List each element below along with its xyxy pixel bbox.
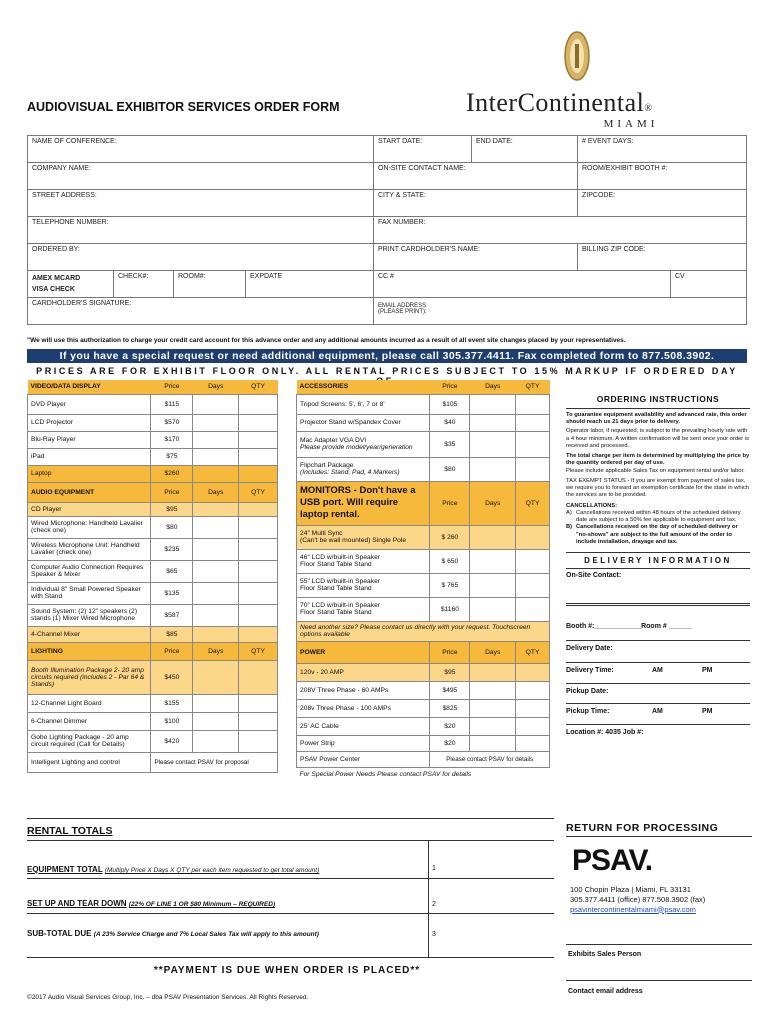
power-note: For Special Power Needs Please contact PSAV for details — [299, 770, 472, 778]
return-title: RETURN FOR PROCESSING — [566, 822, 719, 834]
lighting-section-title: LIGHTING — [28, 642, 151, 660]
cv-field[interactable]: CV — [671, 271, 747, 298]
onsite-contact-line[interactable] — [566, 603, 750, 604]
copyright: ©2017 Audio Visual Services Group, Inc. – dba PSAV Presentation Services. All Rights Reserved. — [27, 994, 309, 1001]
email-field[interactable]: EMAIL ADDRESS (PLEASE PRINT): — [374, 298, 747, 325]
table-row[interactable]: Mac Adapter VGA DVI Please provide model/year/generation $35 — [297, 431, 550, 457]
table-row[interactable]: Flipchart Package (Includes: Stand, Pad, 4 Markers) $80 — [297, 457, 550, 481]
room-booth-field[interactable]: ROOM/EXHIBIT BOOTH #: — [578, 163, 747, 190]
conference-field[interactable]: NAME OF CONFERENCE: — [28, 136, 374, 163]
telephone-field[interactable]: TELEPHONE NUMBER: — [28, 217, 374, 244]
table-row[interactable]: Power Strip $20 — [297, 735, 550, 751]
table-row[interactable]: DVD Player $115 — [28, 394, 278, 414]
booth-room-field[interactable]: Booth #:____________Room # ______ — [566, 622, 693, 630]
pickup-date-field[interactable]: Pickup Date: — [566, 687, 609, 695]
card-type-field[interactable]: AMEX MCARD VISA CHECK — [28, 271, 114, 298]
signature-field[interactable]: CARDHOLDER'S SIGNATURE: — [28, 298, 374, 325]
table-row[interactable]: 70" LCD w/built-in Speaker Floor Stand Table Stand $1160 — [297, 597, 550, 621]
exhibitor-info-table — [27, 135, 747, 325]
table-row[interactable]: CD Player $95 — [28, 502, 278, 516]
left-equipment-table: VIDEO/DATA DISPLAY Price Days QTY DVD Player $115 LCD Projector $570 Blu-Ray Player $170 iPad $75 Laptop $260 AUDIO EQUIPMENT Price Days QTY CD Player $95 Wired Microphone: Handheld Lavalier (check one) $80 Wireless Microphone Unit: Handheld Lavalier (check one) $235 Computer Audio Connection Requires Speaker & Mixer $65 Individual 8" Small Powered Speaker with Stand $135 Sound System: (2) 12" speakers (2) stands (1) Mixer Wired Microphone $587 4-Channel Mixer $85 LIGHTING Price Days QTY Booth Illumination Package 2- 20 amp circuits required (includes 2 - Par 64 & Stands) $450 12-Channel Light Board $155 6-Channel Dimmer $100 Gobo Lighting Package - 20 amp circuit required (Call for Details) $420 Intelligent Lighting and control Please contact PSAV for proposal — [27, 380, 278, 773]
end-date-field[interactable]: END DATE: — [472, 136, 578, 163]
col-qty: QTY — [251, 383, 265, 391]
table-row[interactable]: 25' AC Cable $20 — [297, 717, 550, 735]
subtotal-row[interactable]: SUB-TOTAL DUE (A 23% Service Charge and 7% Local Sales Tax will apply to this amount) — [27, 929, 319, 938]
table-row[interactable]: Computer Audio Connection Requires Speaker & Mixer $65 — [28, 560, 278, 582]
table-row[interactable]: iPad $75 — [28, 448, 278, 465]
special-request-banner: If you have a special request or need additional equipment, please call 305.377.4411. Fax completed form to 877.508.3902. — [27, 349, 747, 363]
logo-brand: InterContinental — [466, 88, 645, 117]
video-section-title: VIDEO/DATA DISPLAY — [30, 383, 101, 391]
crest-emblem-icon — [563, 30, 591, 82]
event-days-field[interactable]: # EVENT DAYS: — [578, 136, 747, 163]
table-row[interactable]: Wired Microphone: Handheld Lavalier (check one) $80 — [28, 516, 278, 538]
start-date-field[interactable]: START DATE: — [374, 136, 472, 163]
table-row[interactable]: 208v Three Phase - 100 AMPs $825 — [297, 699, 550, 717]
table-row[interactable]: 6-Channel Dimmer $100 — [28, 712, 278, 730]
rental-totals-title: RENTAL TOTALS — [27, 825, 113, 837]
pickup-time-field[interactable]: Pickup Time: AM PM — [566, 707, 713, 715]
intercontinental-logo — [466, 30, 726, 140]
billing-zip-field[interactable]: BILLING ZIP CODE: — [578, 244, 747, 271]
check-number-field[interactable]: CHECK#: — [114, 271, 174, 298]
table-row[interactable]: LCD Projector $570 — [28, 414, 278, 431]
table-row[interactable]: 12-Channel Light Board $155 — [28, 694, 278, 712]
psav-email-link[interactable]: psavintercontinentalmiami@psav.com — [570, 904, 696, 914]
ordering-panel: ORDERING INSTRUCTIONS To guarantee equipment availability and advanced rate, this order should reach us 21 days prior to delivery. Operator labor, if requested, is subject to the prevailing hourly rate with a 4 hour minimum. A written confirmation will be sent once your order is received and processed. The total charge per item is determined by multiplying the price by the quantity ordered per day of use. Please include applicable Sales Tax on equipment rental and/or labor. TAX EXEMPT STATUS - If you are exempt from payment of sales tax, we require you to forward an exemption certificate for the state in which the services are to be provided. CANCELLATIONS: A) Cancellations received within 48 hours of the scheduled delivery date are subject to a 50% fee applicable to equipment and tax. B) Cancellations received on the day of scheduled delivery or "no-shows" are subject to the full amount of the order to include installation, drayage and tax. DELIVERY INFORMATION On-Site Contact: Booth #:____________Room # ______ Delivery Date: Delivery Time: AM PM Pickup Date: Pickup Time: AM PM Location #: 4035 Job #: — [566, 394, 750, 736]
contact-email-label: Contact email address — [568, 988, 643, 995]
audio-section-title: AUDIO EQUIPMENT — [28, 482, 151, 502]
col-price: Price — [164, 383, 180, 391]
delivery-time-field[interactable]: Delivery Time: AM PM — [566, 666, 713, 674]
authorization-note: "We will use this authorization to charge your credit card account for this advance order and any additional amounts incurred as a result of all event site changes placed by your representatives. — [27, 337, 626, 344]
onsite-contact-label: On-Site Contact: — [566, 571, 622, 579]
table-row[interactable]: Projector Stand w/Spandex Cover $40 — [297, 414, 550, 431]
table-row[interactable]: Tripod Screens: 5', 6', 7 or 8' $105 — [297, 394, 550, 414]
table-row[interactable]: 55" LCD w/built-in Speaker Floor Stand Table Stand $ 765 — [297, 573, 550, 597]
table-row[interactable]: Booth Illumination Package 2- 20 amp circuits required (includes 2 - Par 64 & Stands) $450 — [28, 660, 278, 694]
onsite-contact-field[interactable]: ON-SITE CONTACT NAME: — [374, 163, 578, 190]
psav-logo: PSAV. — [572, 844, 653, 877]
col-days: Days — [208, 383, 224, 391]
setup-teardown-row[interactable]: SET UP AND TEAR DOWN (22% OF LINE 1 OR $80 Minimum – REQUIRED) — [27, 899, 276, 908]
table-row[interactable]: Intelligent Lighting and control Please contact PSAV for proposal — [28, 752, 278, 772]
psav-address: 100 Chopin Plaza | Miami, FL 33131 305.377.4411 (office) 877.508.3902 (fax) psavintercontinentalmiami@psav.com — [570, 885, 706, 914]
form-title: AUDIOVISUAL EXHIBITOR SERVICES ORDER FORM — [27, 100, 340, 114]
prices-note: PRICES ARE FOR EXHIBIT FLOOR ONLY. ALL RENTAL PRICES SUBJECT TO 15% MARKUP IF ORDERED DAY OF. — [36, 366, 738, 386]
monitors-note: Need another size? Please contact us directly with your request. Touchscreen options available — [297, 621, 550, 641]
ordering-title: ORDERING INSTRUCTIONS — [596, 394, 720, 404]
table-row[interactable]: PSAV Power Center Please contact PSAV for details — [297, 751, 550, 767]
table-row[interactable]: 24" Multi Sync (Can't be wall mounted) Single Pole $ 260 — [297, 525, 550, 549]
fax-field[interactable]: FAX NUMBER: — [374, 217, 747, 244]
table-row[interactable]: 120v - 20 AMP $95 — [297, 663, 550, 681]
sales-person-label: Exhibits Sales Person — [568, 951, 642, 958]
table-row[interactable]: Blu-Ray Player $170 — [28, 431, 278, 448]
room-expdate-field[interactable]: ROOM#: EXPDATE — [174, 271, 374, 298]
equipment-total-row[interactable]: EQUIPMENT TOTAL (Multiply Price X Days X QTY per each item requested to get total amount) — [27, 865, 320, 874]
payment-note: **PAYMENT IS DUE WHEN ORDER IS PLACED** — [153, 965, 421, 976]
table-row[interactable]: 46" LCD w/built-in Speaker Floor Stand Table Stand $ 650 — [297, 549, 550, 573]
table-row[interactable]: Laptop $260 — [28, 465, 278, 482]
location-job-field[interactable]: Location #: 4035 Job #: — [566, 728, 644, 736]
ordered-by-field[interactable]: ORDERED BY: — [28, 244, 374, 271]
logo-city: MIAMI — [603, 118, 659, 130]
logo-registered: ® — [644, 103, 653, 114]
table-row[interactable]: Sound System: (2) 12" speakers (2) stands (1) Mixer Wired Microphone $587 — [28, 604, 278, 626]
middle-equipment-table: ACCESSORIES Price Days QTY Tripod Screens: 5', 6', 7 or 8' $105 Projector Stand w/Spandex Cover $40 Mac Adapter VGA DVI Please provide model/year/generation $35 Flipchart Package (Includes: Stand, Pad, 4 Markers) $80 MONITORS - Don't have a USB port. Will require laptop rental. Price Days QTY 24" Multi Sync (Can't be wall mounted) Single Pole $ 260 46" LCD w/built-in Speaker Floor Stand Table Stand $ 650 55" LCD w/built-in Speaker Floor Stand Table Stand $ 765 70" LCD w/built-in Speaker Floor Stand Table Stand $1160 Need another size? Please contact us directly with your request. Touchscreen options available POWER Price Days QTY 120v - 20 AMP $95 208V Three Phase - 60 AMPs $495 208v Three Phase - 100 AMPs $825 25' AC Cable $20 Power Strip $20 PSAV Power Center Please contact PSAV for details For Special Power Needs Please contact PSAV for details — [296, 380, 550, 781]
street-field[interactable]: STREET ADDRESS: — [28, 190, 374, 217]
delivery-date-field[interactable]: Delivery Date: — [566, 644, 613, 652]
table-row[interactable]: 208V Three Phase - 60 AMPs $495 — [297, 681, 550, 699]
zipcode-field[interactable]: ZIPCODE: — [578, 190, 747, 217]
monitors-section-title: MONITORS - Don't have a USB port. Will require laptop rental. — [297, 481, 430, 525]
city-state-field[interactable]: CITY & STATE: — [374, 190, 578, 217]
accessories-section-title: ACCESSORIES — [299, 383, 349, 391]
company-field[interactable]: COMPANY NAME: — [28, 163, 374, 190]
table-row[interactable]: Gobo Lighting Package - 20 amp circuit required (Call for Details) $420 — [28, 730, 278, 752]
table-row[interactable]: Wireless Microphone Unit: Handheld Lavalier (check one) $235 — [28, 538, 278, 560]
table-row[interactable]: Individual 8" Small Powered Speaker with Stand $135 — [28, 582, 278, 604]
table-row[interactable]: 4-Channel Mixer $85 — [28, 626, 278, 642]
cc-field[interactable]: CC # — [374, 271, 671, 298]
print-cardholder-field[interactable]: PRINT CARDHOLDER'S NAME: — [374, 244, 578, 271]
delivery-title: DELIVERY INFORMATION — [584, 555, 732, 565]
power-section-title: POWER — [297, 641, 430, 663]
